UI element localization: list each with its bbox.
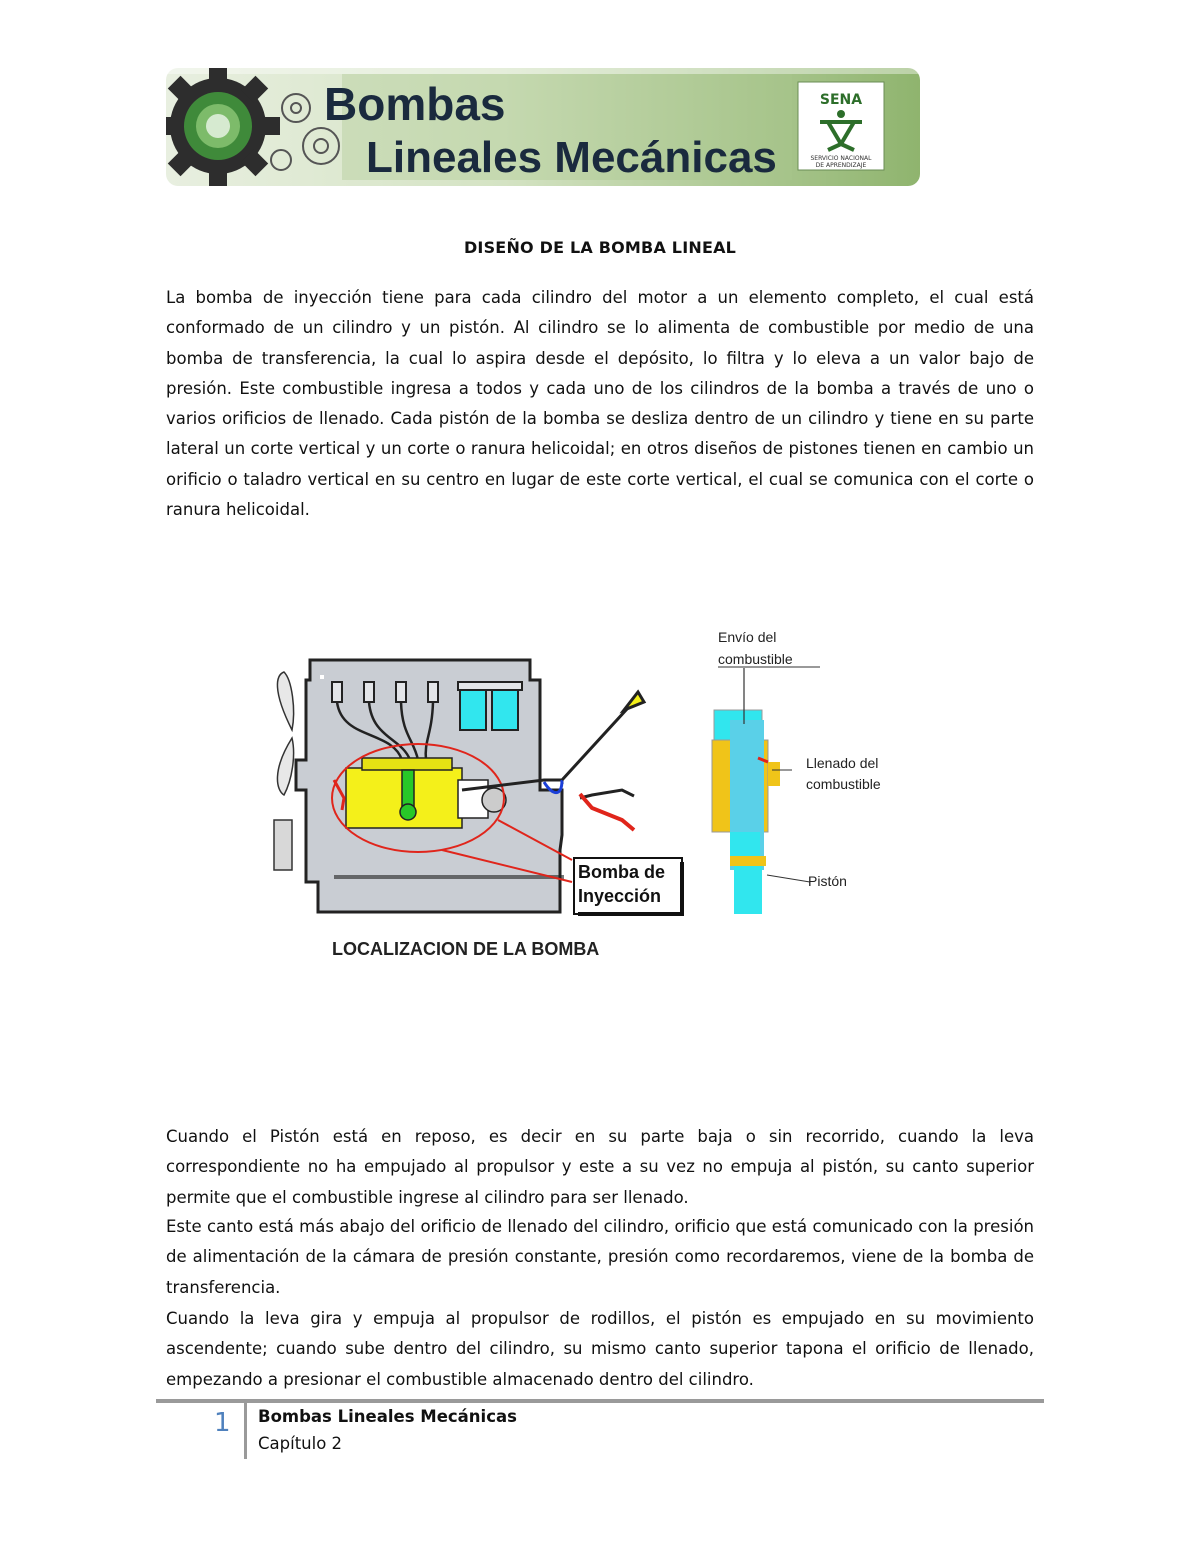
paragraph-1: La bomba de inyección tiene para cada cilindro del motor a un elemento completo, el cual está conformado de un cilindro y un pistón. Al cilindro se lo alimenta de combustible por medio de una bomba de transferencia, la cual lo aspira desde el depósito, lo filtra y lo eleva a un valor bajo de presión. Este combustible ingresa a todos y cada uno de los cilindros de la bomba a través de uno o varios orificios de llenado. Cada pistón de la bomba se desliza dentro de un cilindro y tiene en su parte lateral un corte vertical y un corte o ranura helicoidal; en otros diseños de pistones tienen en cambio un orificio o taladro vertical en su centro en lugar de este corte vertical, el cual se comunica con el corte o ranura helicoidal. xyxy=(166,288,1034,520)
label-piston: Pistón xyxy=(808,873,847,889)
page-number: 1 xyxy=(214,1408,231,1438)
sena-logo xyxy=(798,82,884,170)
label-llenado-2: combustible xyxy=(806,776,881,792)
footer-vertical-divider xyxy=(244,1403,247,1459)
gear-icon xyxy=(166,68,280,186)
sena-caption-2: DE APRENDIZAJE xyxy=(815,162,867,169)
header-banner xyxy=(166,68,920,186)
label-envio-1: Envío del xyxy=(718,629,777,645)
sena-caption-1: SERVICIO NACIONAL xyxy=(810,155,872,162)
footer-subtitle: Capítulo 2 xyxy=(258,1434,343,1453)
pump-label-2: Inyección xyxy=(578,886,662,906)
footer-title: Bombas Lineales Mecánicas xyxy=(258,1407,517,1426)
pump-figure xyxy=(262,620,922,970)
label-envio-2: combustible xyxy=(718,651,793,667)
banner-title-2: Lineales Mecánicas xyxy=(366,133,777,182)
pump-label-1: Bomba de xyxy=(578,862,666,882)
pump-label-box xyxy=(574,858,684,916)
banner-title-1: Bombas xyxy=(324,78,506,130)
fan-icon xyxy=(274,672,294,870)
paragraph-2: Cuando el Pistón está en reposo, es decir en su parte baja o sin recorrido, cuando la leva correspondiente no ha empujado al propulsor y este a su vez no empuja al pistón, su canto superior permite que el combustible ingrese al cilindro para ser llenado. xyxy=(166,1127,1034,1207)
footer-divider xyxy=(156,1399,1044,1403)
sena-logo-text: SENA xyxy=(819,92,863,108)
paragraph-4: Cuando la leva gira y empuja al propulsor de rodillos, el pistón es empujado en su movimiento ascendente; cuando sube dentro del cilindro, su mismo canto superior tapona el orificio de llenado, empezando a presionar el combustible almacenado dentro del cilindro. xyxy=(166,1309,1034,1389)
piston-element-diagram xyxy=(712,710,780,914)
section-heading: DISEÑO DE LA BOMBA LINEAL xyxy=(463,238,737,257)
paragraph-3: Este canto está más abajo del orificio de llenado del cilindro, orificio que está comunicado con la presión de alimentación de la cámara de presión constante, presión como recordaremos, viene de la bomba de transferencia. xyxy=(166,1217,1034,1297)
label-llenado-1: Llenado del xyxy=(806,755,879,771)
figure-caption: LOCALIZACION DE LA BOMBA xyxy=(332,939,600,959)
